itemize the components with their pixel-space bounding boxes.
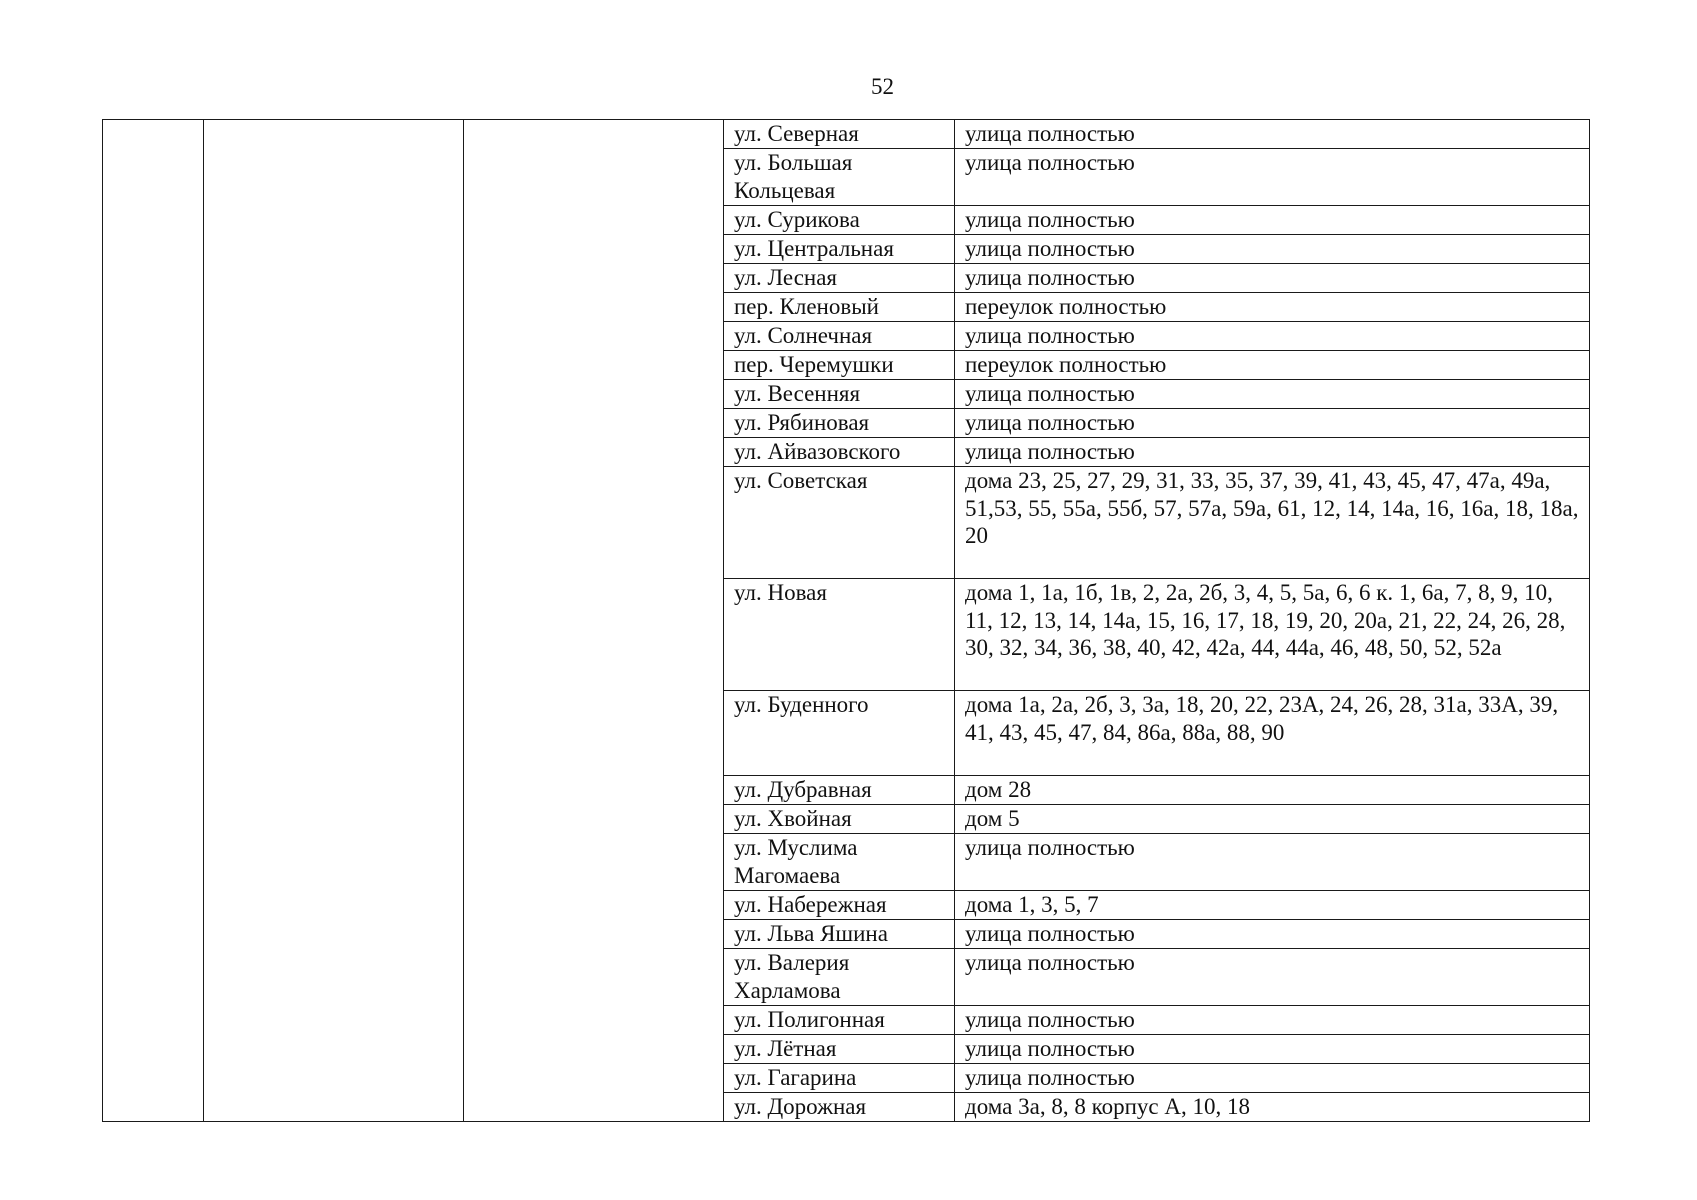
street-name-cell	[724, 834, 955, 891]
houses-description: улица полностью	[965, 439, 1135, 464]
street-name-cell	[724, 1064, 955, 1093]
houses-description: переулок полностью	[965, 352, 1167, 377]
houses-description: дома 1, 1а, 1б, 1в, 2, 2а, 2б, 3, 4, 5, 5а, 6, 6 к. 1, 6а, 7, 8, 9, 10, 11, 12, 13, 14, 14а, 15, 16, 17, 18, 19, 20, 20а, 21, 22, 24, 26, 28, 30, 32, 34, 36, 38, 40, 42, 42а, 44, 44а, 46, 48, 50, 52, 52а	[965, 580, 1566, 660]
houses-cell	[955, 891, 1590, 920]
street-name-cell	[724, 949, 955, 1006]
houses-cell	[955, 206, 1590, 235]
houses-description: улица полностью	[965, 121, 1135, 146]
houses-description: дом 28	[965, 777, 1032, 802]
street-name-cell	[724, 467, 955, 579]
houses-description: переулок полностью	[965, 294, 1167, 319]
houses-description: дома 3а, 8, 8 корпус А, 10, 18	[965, 1094, 1250, 1119]
houses-description: улица полностью	[965, 265, 1135, 290]
houses-cell	[955, 691, 1590, 776]
street-name-cell	[724, 206, 955, 235]
street-name: ул. Лесная	[734, 265, 837, 290]
street-name: ул. Гагарина	[734, 1065, 857, 1090]
houses-description: улица полностью	[965, 207, 1135, 232]
houses-cell	[955, 409, 1590, 438]
houses-cell	[955, 805, 1590, 834]
houses-cell	[955, 579, 1590, 691]
street-name-cell	[724, 235, 955, 264]
street-name-cell	[724, 322, 955, 351]
street-name: ул. Айвазовского	[734, 439, 901, 464]
street-name-cell	[724, 351, 955, 380]
houses-description: улица полностью	[965, 323, 1135, 348]
houses-cell	[955, 322, 1590, 351]
street-name: ул. Солнечная	[734, 323, 873, 348]
houses-description: улица полностью	[965, 381, 1135, 406]
street-name-cell	[724, 805, 955, 834]
street-name: ул. Советская	[734, 468, 868, 493]
houses-description: улица полностью	[965, 835, 1135, 860]
table-row	[103, 120, 1590, 149]
houses-description: дома 23, 25, 27, 29, 31, 33, 35, 37, 39, 41, 43, 45, 47, 47а, 49а, 51,53, 55, 55а, 55б, 57, 57а, 59а, 61, 12, 14, 14а, 16, 16а, 18, 18а, 20	[965, 468, 1579, 548]
houses-cell	[955, 1006, 1590, 1035]
street-name-cell	[724, 293, 955, 322]
houses-cell	[955, 920, 1590, 949]
street-name-cell	[724, 920, 955, 949]
houses-cell	[955, 149, 1590, 206]
houses-cell	[955, 949, 1590, 1006]
street-name: ул. Муслима Магомаева	[734, 835, 858, 888]
street-name-cell	[724, 264, 955, 293]
houses-description: дом 5	[965, 806, 1020, 831]
street-name-cell	[724, 1035, 955, 1064]
street-name: ул. Полигонная	[734, 1007, 885, 1032]
houses-cell	[955, 1093, 1590, 1122]
houses-description: улица полностью	[965, 150, 1135, 175]
street-name: ул. Льва Яшина	[734, 921, 888, 946]
street-name-cell	[724, 438, 955, 467]
street-name-cell	[724, 409, 955, 438]
houses-cell	[955, 776, 1590, 805]
houses-cell	[955, 293, 1590, 322]
street-name: ул. Рябиновая	[734, 410, 870, 435]
street-name: ул. Сурикова	[734, 207, 860, 232]
houses-description: улица полностью	[965, 1036, 1135, 1061]
houses-description: улица полностью	[965, 1065, 1135, 1090]
houses-cell	[955, 235, 1590, 264]
street-name: ул. Буденного	[734, 692, 869, 717]
street-name: ул. Лётная	[734, 1036, 837, 1061]
street-name: ул. Дорожная	[734, 1094, 867, 1119]
street-name: ул. Валерия Харламова	[734, 950, 850, 1003]
address-table-body	[103, 120, 1590, 1122]
houses-cell	[955, 264, 1590, 293]
street-name: пер. Кленовый	[734, 294, 879, 319]
houses-cell	[955, 834, 1590, 891]
street-name-cell	[724, 1006, 955, 1035]
houses-cell	[955, 1064, 1590, 1093]
houses-cell	[955, 467, 1590, 579]
houses-description: улица полностью	[965, 1007, 1135, 1032]
street-name-cell	[724, 380, 955, 409]
houses-description: улица полностью	[965, 950, 1135, 975]
street-name: ул. Дубравная	[734, 777, 872, 802]
houses-cell	[955, 120, 1590, 149]
blank-column-3	[464, 120, 724, 1122]
houses-description: дома 1а, 2а, 2б, 3, 3а, 18, 20, 22, 23А, 24, 26, 28, 31а, 33А, 39, 41, 43, 45, 47, 84, 86а, 88а, 88, 90	[965, 692, 1559, 745]
address-table	[102, 119, 1590, 1122]
street-name-cell	[724, 691, 955, 776]
street-name-cell	[724, 579, 955, 691]
street-name-cell	[724, 891, 955, 920]
street-name: ул. Новая	[734, 580, 827, 605]
street-name: ул. Хвойная	[734, 806, 852, 831]
street-name: пер. Черемушки	[734, 352, 894, 377]
houses-cell	[955, 438, 1590, 467]
houses-description: улица полностью	[965, 410, 1135, 435]
street-name: ул. Северная	[734, 121, 859, 146]
houses-description: дома 1, 3, 5, 7	[965, 892, 1099, 917]
street-name: ул. Весенняя	[734, 381, 861, 406]
houses-cell	[955, 380, 1590, 409]
street-name: ул. Большая Кольцевая	[734, 150, 853, 203]
street-name-cell	[724, 149, 955, 206]
street-name-cell	[724, 776, 955, 805]
street-name: ул. Центральная	[734, 236, 894, 261]
houses-cell	[955, 1035, 1590, 1064]
street-name-cell	[724, 120, 955, 149]
houses-description: улица полностью	[965, 236, 1135, 261]
blank-column-1	[103, 120, 204, 1122]
blank-column-2	[204, 120, 464, 1122]
houses-cell	[955, 351, 1590, 380]
street-name-cell	[724, 1093, 955, 1122]
houses-description: улица полностью	[965, 921, 1135, 946]
street-name: ул. Набережная	[734, 892, 887, 917]
page-number: 52	[871, 74, 894, 99]
